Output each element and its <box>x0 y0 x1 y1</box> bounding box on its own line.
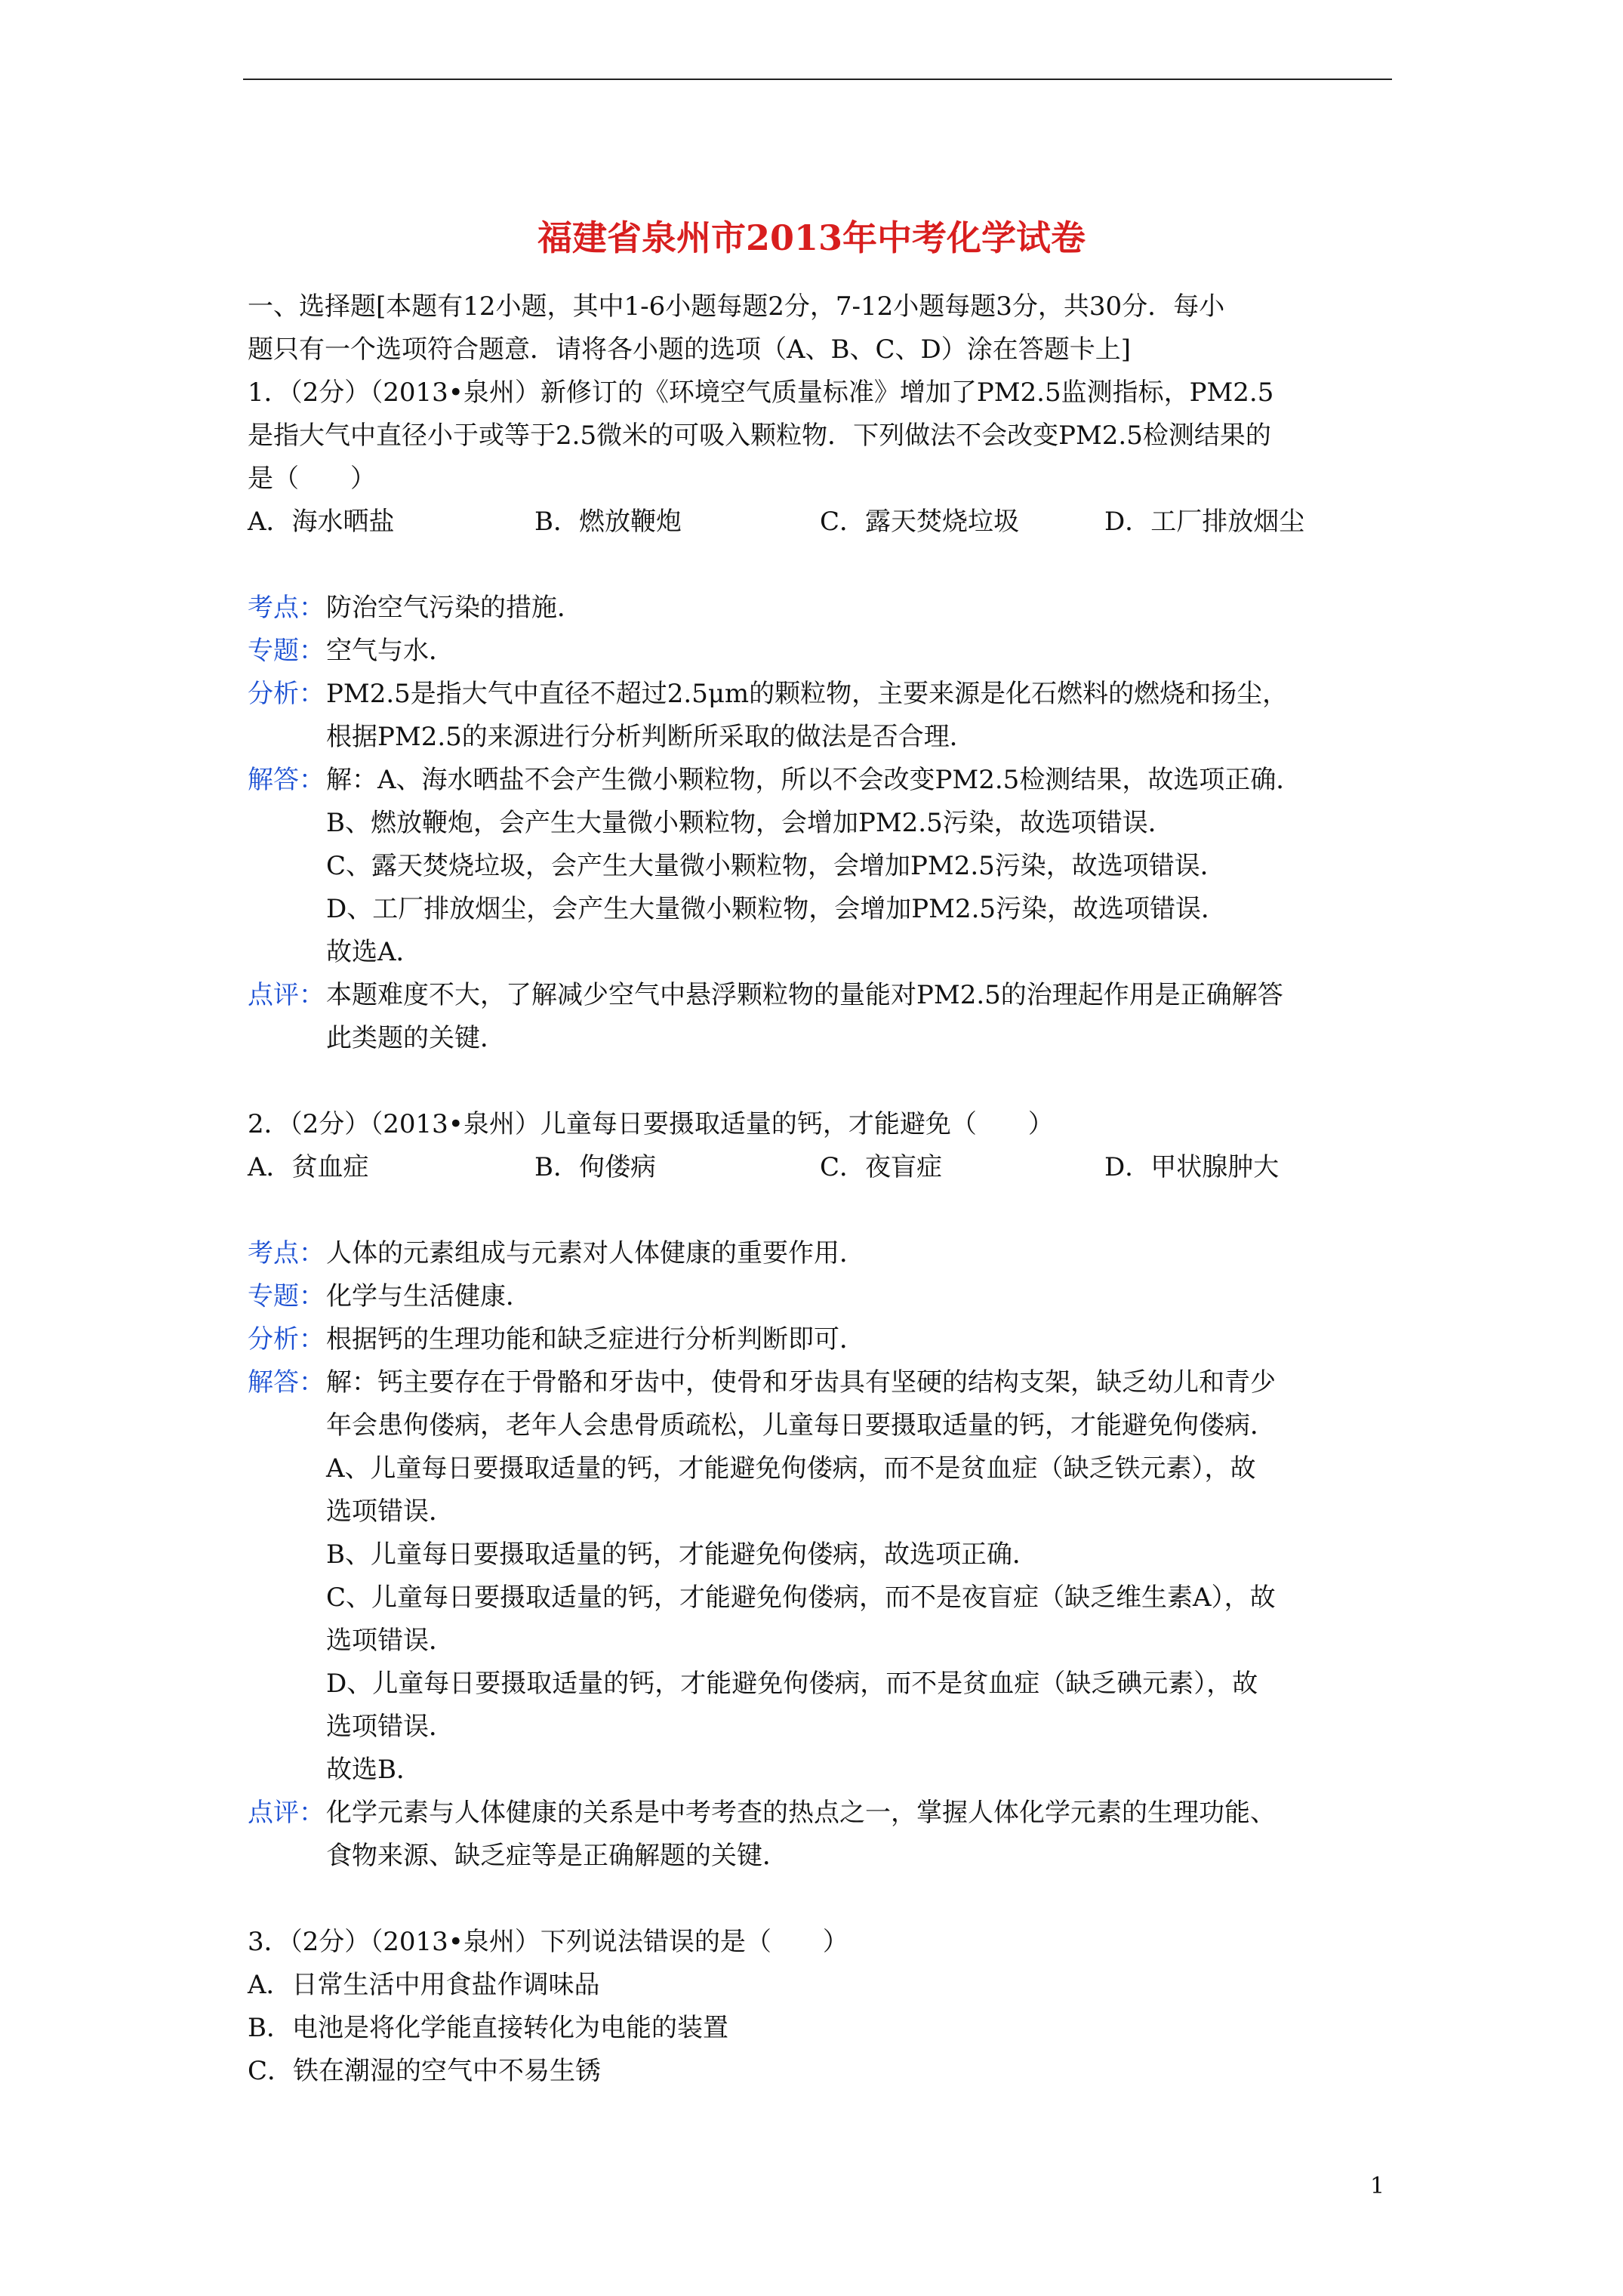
fenxi-label: 分析： <box>248 679 325 709</box>
zhuanti-label: 专题： <box>248 1281 325 1311</box>
option-d: D．甲状腺肿大 <box>1104 1152 1280 1182</box>
question-3 <box>248 1921 1392 2093</box>
document-body <box>248 285 1392 2093</box>
jieda-text: A、儿童每日要摄取适量的钙，才能避免佝偻病，而不是贫血症（缺乏铁元素），故 <box>326 1453 1256 1484</box>
question-stem-line: 是指大气中直径小于或等于2.5微米的可吸入颗粒物．下列做法不会改变PM2.5检测结果的 <box>248 421 1271 451</box>
jieda-text: D、儿童每日要摄取适量的钙，才能避免佝偻病，而不是贫血症（缺乏碘元素），故 <box>326 1669 1258 1699</box>
dianping-text: 此类题的关键． <box>326 1023 506 1053</box>
zhuanti-block <box>248 1275 1392 1318</box>
dianping-label: 点评： <box>248 980 325 1010</box>
zhuanti-text: 空气与水． <box>326 636 454 666</box>
option-a: A．日常生活中用食盐作调味品 <box>248 1970 600 2000</box>
jieda-text: B、儿童每日要摄取适量的钙，才能避免佝偻病，故选项正确． <box>326 1539 1038 1570</box>
jieda-block <box>248 1361 1392 1792</box>
jieda-text: 解：钙主要存在于骨骼和牙齿中，使骨和牙齿具有坚硬的结构支架，缺乏幼儿和青少 <box>326 1367 1276 1398</box>
fenxi-text: PM2.5是指大气中直径不超过2.5μm的颗粒物，主要来源是化石燃料的燃烧和扬尘， <box>326 679 1289 709</box>
dianping-text: 化学元素与人体健康的关系是中考考查的热点之一，掌握人体化学元素的生理功能、 <box>326 1798 1276 1828</box>
dianping-block <box>248 1792 1392 1878</box>
zhuanti-text: 化学与生活健康． <box>326 1281 531 1311</box>
dianping-block <box>248 974 1392 1060</box>
question-stem-line: 2．（2分）（2013•泉州）儿童每日要摄取适量的钙，才能避免（ ） <box>248 1109 1054 1139</box>
option-b: B．燃放鞭炮 <box>534 507 682 537</box>
option-c: C．夜盲症 <box>820 1152 943 1182</box>
page-number: 1 <box>1370 2173 1385 2199</box>
section-header-line: 题只有一个选项符合题意．请将各小题的选项（A、B、C、D）涂在答题卡上] <box>248 334 1132 365</box>
jieda-text: C、露天焚烧垃圾，会产生大量微小颗粒物，会增加PM2.5污染，故选项错误． <box>326 851 1226 881</box>
question-2 <box>248 1103 1392 1878</box>
fenxi-text: 根据钙的生理功能和缺乏症进行分析判断即可． <box>326 1324 865 1354</box>
question-1 <box>248 371 1392 1060</box>
section-header-line: 一、选择题[本题有12小题，其中1-6小题每题2分，7-12小题每题3分，共30分．每小 <box>248 291 1225 322</box>
fenxi-text: 根据PM2.5的来源进行分析判断所采取的做法是否合理． <box>326 722 975 752</box>
option-c: C．铁在潮湿的空气中不易生锈 <box>248 2056 602 2086</box>
jieda-text: D、工厂排放烟尘，会产生大量微小颗粒物，会增加PM2.5污染，故选项错误． <box>326 894 1227 924</box>
question-stem-line: 1．（2分）（2013•泉州）新修订的《环境空气质量标准》增加了PM2.5监测指标，PM2.5 <box>248 378 1274 408</box>
option-c: C．露天焚烧垃圾 <box>820 507 1020 537</box>
kaodian-text: 人体的元素组成与元素对人体健康的重要作用． <box>326 1238 865 1268</box>
jieda-text: 故选B． <box>326 1755 422 1785</box>
jieda-text: 故选A． <box>326 937 422 967</box>
fenxi-label: 分析： <box>248 1324 325 1354</box>
option-b: B．电池是将化学能直接转化为电能的装置 <box>248 2013 728 2043</box>
fenxi-block <box>248 673 1392 759</box>
option-d: D．工厂排放烟尘 <box>1104 507 1305 537</box>
dianping-label: 点评： <box>248 1798 325 1828</box>
option-a: A．贫血症 <box>248 1152 369 1182</box>
option-b: B．佝偻病 <box>534 1152 656 1182</box>
kaodian-label: 考点： <box>248 1238 325 1268</box>
options-row <box>248 501 1392 544</box>
jieda-text: C、儿童每日要摄取适量的钙，才能避免佝偻病，而不是夜盲症（缺乏维生素A），故 <box>326 1583 1276 1613</box>
jieda-text: 选项错误． <box>326 1496 454 1527</box>
jieda-label: 解答： <box>248 1367 325 1398</box>
options-row <box>248 1146 1392 1189</box>
fenxi-block <box>248 1318 1392 1361</box>
jieda-text: 选项错误． <box>326 1626 454 1656</box>
zhuanti-label: 专题： <box>248 636 325 666</box>
option-a: A．海水晒盐 <box>248 507 395 537</box>
kaodian-text: 防治空气污染的措施． <box>326 593 583 623</box>
jieda-text: B、燃放鞭炮，会产生大量微小颗粒物，会增加PM2.5污染，故选项错误． <box>326 808 1174 838</box>
question-stem-line: 3．（2分）（2013•泉州）下列说法错误的是（ ） <box>248 1927 848 1957</box>
dianping-text: 食物来源、缺乏症等是正确解题的关键． <box>326 1841 788 1871</box>
jieda-text: 解：A、海水晒盐不会产生微小颗粒物，所以不会改变PM2.5检测结果，故选项正确． <box>326 765 1302 795</box>
kaodian-label: 考点： <box>248 593 325 623</box>
jieda-label: 解答： <box>248 765 325 795</box>
jieda-block <box>248 759 1392 974</box>
jieda-text: 年会患佝偻病，老年人会患骨质疏松，儿童每日要摄取适量的钙，才能避免佝偻病． <box>326 1410 1276 1441</box>
zhuanti-block <box>248 630 1392 673</box>
page-title: 福建省泉州市2013年中考化学试卷 <box>537 217 1086 258</box>
jieda-text: 选项错误． <box>326 1712 454 1742</box>
header-rule <box>243 79 1392 80</box>
kaodian-block <box>248 1232 1392 1275</box>
kaodian-block <box>248 587 1392 630</box>
dianping-text: 本题难度不大，了解减少空气中悬浮颗粒物的量能对PM2.5的治理起作用是正确解答 <box>326 980 1283 1010</box>
question-stem-line: 是（ ） <box>248 464 376 494</box>
